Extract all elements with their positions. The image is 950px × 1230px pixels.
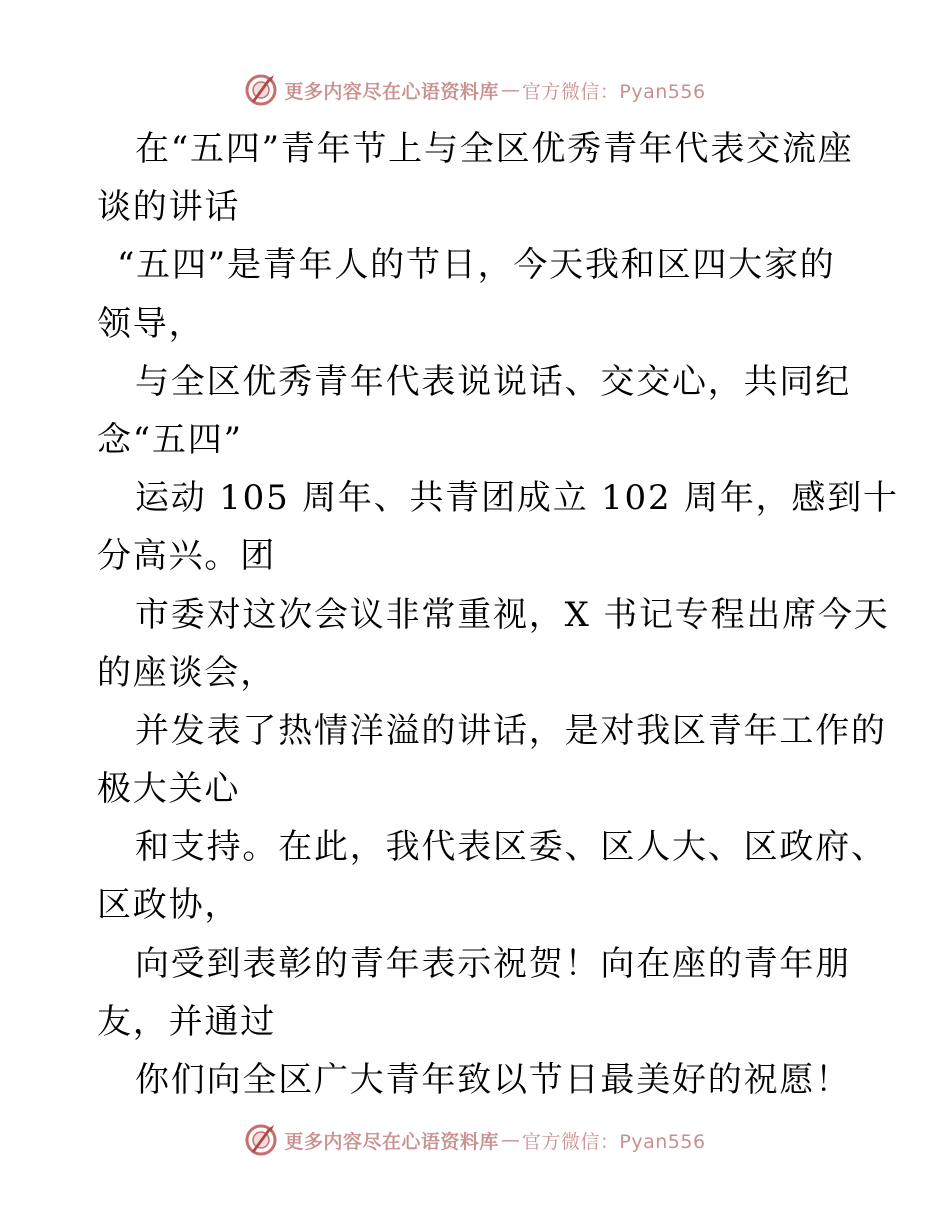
paragraph-line: 极大关心 <box>97 769 241 810</box>
paragraph-line: 友，并通过 <box>97 1001 276 1042</box>
header-watermark <box>0 70 950 110</box>
paragraph-line: 向受到表彰的青年表示祝贺！向在座的青年朋 <box>135 943 851 984</box>
paragraph-line: 并发表了热情洋溢的讲话，是对我区青年工作的 <box>135 710 887 751</box>
watermark-main-text: 更多内容尽在心语资料库 <box>284 1130 499 1153</box>
watermark-main-text: 更多内容尽在心语资料库 <box>284 80 499 103</box>
paragraph-line: 和支持。在此，我代表区委、区人大、区政府、 <box>135 827 887 868</box>
paragraph-line: 市委对这次会议非常重视，X 书记专程出席今天 <box>135 594 890 635</box>
paragraph-line: 领导， <box>97 303 205 344</box>
paragraph-line: 分高兴。团 <box>97 536 276 577</box>
paragraph-line: 你们向全区广大青年致以节日最美好的祝愿！ <box>135 1060 851 1100</box>
watermark-separator: — <box>500 1129 520 1151</box>
paragraph-line: 的座谈会， <box>97 652 276 693</box>
quill-logo-icon <box>244 1123 278 1157</box>
watermark-wechat-text: 官方微信：Pyan556 <box>521 1130 706 1153</box>
watermark-wechat-text: 官方微信：Pyan556 <box>521 80 706 103</box>
title-line-2: 谈的讲话 <box>97 187 241 228</box>
watermark-separator: — <box>500 79 520 101</box>
quill-logo-icon <box>244 73 278 107</box>
paragraph-line: “五四”是青年人的节日，今天我和区四大家的 <box>117 245 836 286</box>
paragraph-line: 区政协， <box>97 885 241 926</box>
footer-watermark <box>0 1120 950 1160</box>
paragraph-line: 与全区优秀青年代表说说话、交交心，共同纪 <box>135 361 851 402</box>
title-line-1: 在“五四”青年节上与全区优秀青年代表交流座 <box>135 129 854 169</box>
paragraph-line: 念“五四” <box>97 419 243 460</box>
document-body <box>97 120 899 1109</box>
paragraph-line: 运动 105 周年、共青团成立 102 周年，感到十 <box>135 478 899 519</box>
